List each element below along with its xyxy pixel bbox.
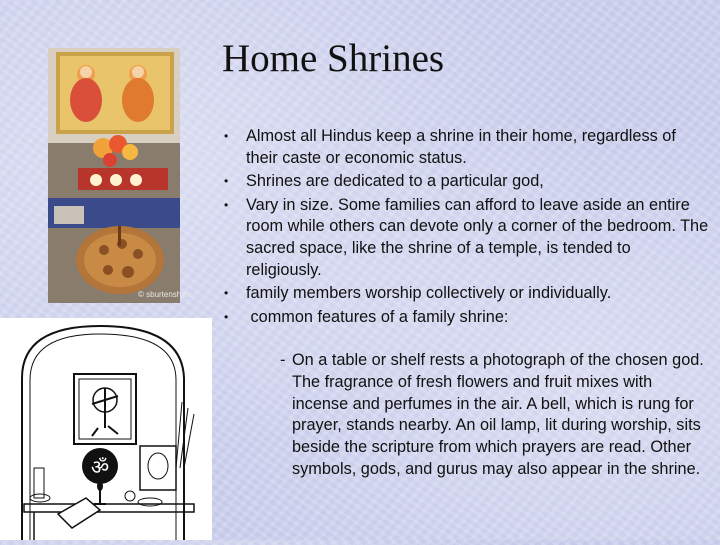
bullet-marker: • <box>224 174 229 189</box>
bullet-text: Almost all Hindus keep a shrine in their home, regardless of their caste or economic status. <box>246 127 676 167</box>
bullet-text: common features of a family shrine: <box>246 307 509 326</box>
svg-text:ॐ: ॐ <box>90 455 110 479</box>
bullet-marker: • <box>224 129 229 143</box>
bullet-text: Shrines are dedicated to a particular god, <box>246 172 544 191</box>
shrine-illustration-drawing <box>0 318 212 540</box>
bullet-item <box>220 126 710 169</box>
bullet-item <box>220 283 710 305</box>
bullet-text: family members worship collectively or individually. <box>246 284 612 303</box>
sub-bullet-marker: - <box>280 351 286 369</box>
bullet-list <box>220 126 710 330</box>
sub-bullet-text: On a table or shelf rests a photograph of the chosen god. The fragrance of fresh flowers and fruit mixes with incense and perfumes in the air. A bell, which is rung for prayer, stands nearby. An oil lamp, lit during worship, sits beside the scripture from which prayers are read. Other symbols, gods, and gurus may also appear in the shrine. <box>292 351 704 478</box>
bullet-marker: • <box>224 309 229 324</box>
photo-watermark: © sburtenshaw <box>138 290 192 299</box>
bullet-item <box>220 171 710 193</box>
slide-title: Home Shrines <box>222 37 445 80</box>
bullet-item <box>220 195 710 281</box>
shrine-photo-image <box>48 48 192 303</box>
bullet-text: Vary in size. Some families can afford to leave aside an entire room while others can devote only a corner of the bedroom. The sacred space, like the shrine of a temple, is tended to religiously. <box>246 195 709 279</box>
bullet-marker: • <box>224 197 229 212</box>
shrine-illustration <box>0 318 212 540</box>
sub-bullet-list <box>280 350 710 481</box>
shrine-photo <box>48 48 192 303</box>
bullet-item <box>220 307 710 329</box>
sub-bullet-item <box>280 350 710 481</box>
bullet-marker: • <box>224 286 229 301</box>
